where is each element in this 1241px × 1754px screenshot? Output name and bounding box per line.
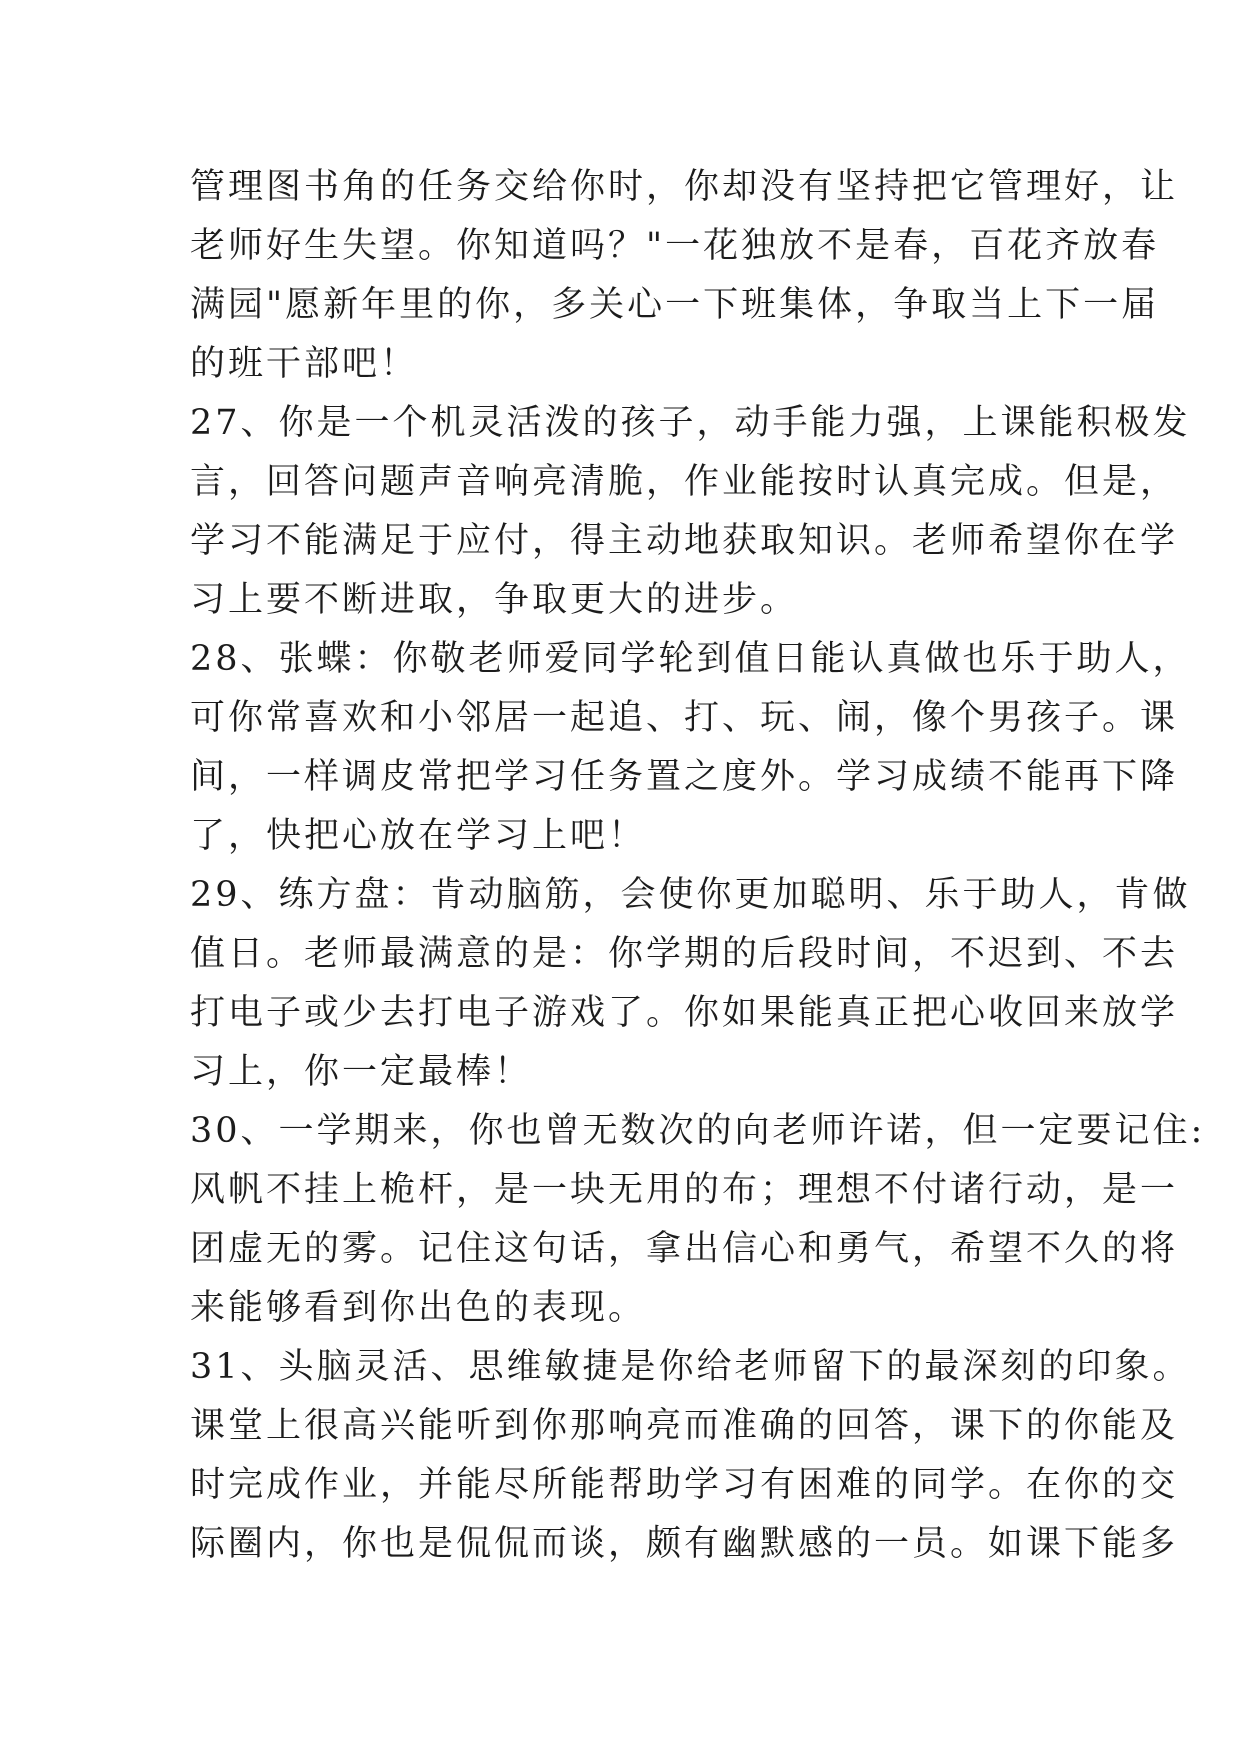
text-line: 了，快把心放在学习上吧！: [190, 816, 647, 856]
text-line: 管理图书角的任务交给你时，你却没有坚持把它管理好，让: [190, 167, 1179, 207]
text-line: 可你常喜欢和小邻居一起追、打、玩、闹，像个男孩子。课: [190, 698, 1179, 738]
text-line: 27、你是一个机灵活泼的孩子，动手能力强，上课能积极发: [190, 403, 1191, 443]
body-text: [190, 158, 1206, 1574]
text-line: 课堂上很高兴能听到你那响亮而准确的回答，课下的你能及: [190, 1406, 1179, 1446]
text-line: 际圈内，你也是侃侃而谈，颇有幽默感的一员。如课下能多: [190, 1524, 1179, 1564]
text-line: 打电子或少去打电子游戏了。你如果能真正把心收回来放学: [190, 993, 1179, 1033]
text-line: 老师好生失望。你知道吗？"一花独放不是春，百花齐放春: [190, 226, 1160, 266]
text-line: 28、张蝶：你敬老师爱同学轮到值日能认真做也乐于助人，: [190, 639, 1191, 679]
text-line: 满园"愿新年里的你，多关心一下班集体，争取当上下一届: [190, 285, 1160, 325]
text-line: 29、练方盘：肯动脑筋，会使你更加聪明、乐于助人，肯做: [190, 875, 1191, 915]
text-line: 30、一学期来，你也曾无数次的向老师许诺，但一定要记住:: [190, 1111, 1206, 1151]
text-line: 的班干部吧！: [190, 344, 419, 384]
text-line: 习上，你一定最棒！: [190, 1052, 533, 1092]
text-line: 间，一样调皮常把学习任务置之度外。学习成绩不能再下降: [190, 757, 1179, 797]
text-line: 值日。老师最满意的是：你学期的后段时间，不迟到、不去: [190, 934, 1179, 974]
text-line: 团虚无的雾。记住这句话，拿出信心和勇气，希望不久的将: [190, 1229, 1179, 1269]
text-line: 31、头脑灵活、思维敏捷是你给老师留下的最深刻的印象。: [190, 1347, 1191, 1387]
text-line: 来能够看到你出色的表现。: [190, 1288, 647, 1328]
text-line: 风帆不挂上桅杆，是一块无用的布；理想不付诸行动，是一: [190, 1170, 1179, 1210]
text-line: 学习不能满足于应付，得主动地获取知识。老师希望你在学: [190, 521, 1179, 561]
text-line: 习上要不断进取，争取更大的进步。: [190, 580, 799, 620]
text-line: 言，回答问题声音响亮清脆，作业能按时认真完成。但是，: [190, 462, 1179, 502]
text-line: 时完成作业，并能尽所能帮助学习有困难的同学。在你的交: [190, 1465, 1179, 1505]
